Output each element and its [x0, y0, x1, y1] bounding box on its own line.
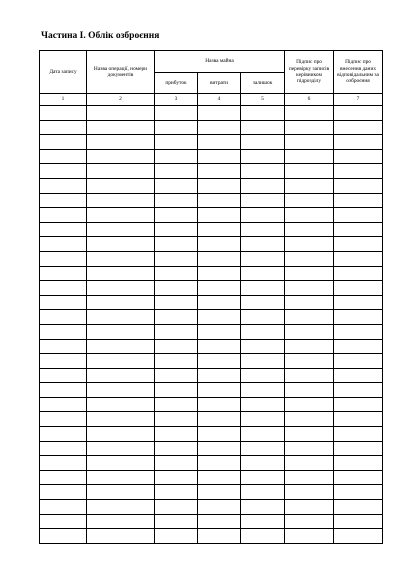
- table-cell: [241, 397, 285, 412]
- table-cell: [155, 485, 198, 500]
- table-cell: [285, 193, 334, 208]
- table-cell: [40, 310, 87, 325]
- table-row: [40, 456, 383, 471]
- table-cell: [285, 529, 334, 544]
- table-cell: [285, 397, 334, 412]
- table-cell: [334, 412, 383, 427]
- table-cell: [334, 295, 383, 310]
- table-cell: [87, 266, 155, 281]
- table-cell: [198, 251, 241, 266]
- table-cell: [87, 456, 155, 471]
- table-cell: [87, 339, 155, 354]
- table-cell: [198, 149, 241, 164]
- table-cell: [285, 485, 334, 500]
- table-cell: [334, 368, 383, 383]
- table-cell: [87, 135, 155, 150]
- table-cell: [241, 295, 285, 310]
- table-row: [40, 485, 383, 500]
- table-cell: [40, 412, 87, 427]
- table-cell: [285, 281, 334, 296]
- table-cell: [40, 164, 87, 179]
- table-cell: [40, 193, 87, 208]
- table-cell: [198, 427, 241, 442]
- table-cell: [40, 397, 87, 412]
- table-cell: [87, 441, 155, 456]
- table-cell: [334, 149, 383, 164]
- table-cell: [87, 164, 155, 179]
- table-cell: [87, 412, 155, 427]
- table-cell: [334, 106, 383, 121]
- table-cell: [241, 383, 285, 398]
- column-number: 3: [155, 94, 198, 106]
- table-cell: [334, 222, 383, 237]
- table-cell: [155, 470, 198, 485]
- table-cell: [87, 208, 155, 223]
- table-cell: [87, 193, 155, 208]
- table-cell: [40, 266, 87, 281]
- table-cell: [87, 529, 155, 544]
- table-row: [40, 178, 383, 193]
- ledger-body: [40, 106, 383, 544]
- table-cell: [241, 208, 285, 223]
- table-cell: [285, 339, 334, 354]
- table-cell: [155, 193, 198, 208]
- column-number: 4: [198, 94, 241, 106]
- table-cell: [241, 529, 285, 544]
- table-cell: [198, 295, 241, 310]
- table-cell: [198, 106, 241, 121]
- table-cell: [155, 310, 198, 325]
- table-cell: [40, 281, 87, 296]
- table-cell: [334, 251, 383, 266]
- table-cell: [285, 427, 334, 442]
- table-cell: [285, 368, 334, 383]
- table-cell: [334, 164, 383, 179]
- table-cell: [155, 266, 198, 281]
- table-cell: [285, 470, 334, 485]
- table-cell: [40, 120, 87, 135]
- table-row: [40, 412, 383, 427]
- table-cell: [285, 310, 334, 325]
- table-cell: [155, 251, 198, 266]
- table-cell: [87, 397, 155, 412]
- table-cell: [155, 149, 198, 164]
- table-cell: [155, 529, 198, 544]
- table-cell: [241, 485, 285, 500]
- table-cell: [155, 514, 198, 529]
- table-cell: [155, 120, 198, 135]
- table-cell: [334, 470, 383, 485]
- table-cell: [40, 135, 87, 150]
- table-cell: [334, 310, 383, 325]
- table-cell: [334, 120, 383, 135]
- table-cell: [241, 456, 285, 471]
- table-row: [40, 120, 383, 135]
- table-cell: [155, 383, 198, 398]
- table-cell: [198, 383, 241, 398]
- table-row: [40, 354, 383, 369]
- table-cell: [334, 324, 383, 339]
- table-cell: [241, 412, 285, 427]
- table-cell: [241, 368, 285, 383]
- column-number: 7: [334, 94, 383, 106]
- table-cell: [198, 368, 241, 383]
- table-cell: [40, 368, 87, 383]
- table-cell: [198, 208, 241, 223]
- table-row: [40, 135, 383, 150]
- table-cell: [198, 456, 241, 471]
- header-property: Назва майна: [155, 51, 285, 73]
- table-cell: [40, 427, 87, 442]
- table-row: [40, 514, 383, 529]
- table-cell: [334, 514, 383, 529]
- table-cell: [155, 178, 198, 193]
- table-cell: [198, 354, 241, 369]
- table-cell: [87, 295, 155, 310]
- table-cell: [285, 456, 334, 471]
- table-cell: [285, 441, 334, 456]
- table-cell: [241, 193, 285, 208]
- table-cell: [40, 354, 87, 369]
- table-cell: [334, 529, 383, 544]
- table-cell: [285, 135, 334, 150]
- table-cell: [198, 135, 241, 150]
- table-cell: [87, 237, 155, 252]
- table-cell: [87, 149, 155, 164]
- header-source: Назва операції, номери документів: [87, 51, 155, 94]
- table-cell: [241, 500, 285, 515]
- table-cell: [241, 120, 285, 135]
- table-cell: [198, 222, 241, 237]
- table-cell: [241, 135, 285, 150]
- table-cell: [334, 135, 383, 150]
- table-cell: [155, 456, 198, 471]
- table-cell: [198, 397, 241, 412]
- table-cell: [334, 427, 383, 442]
- table-cell: [87, 106, 155, 121]
- table-cell: [241, 354, 285, 369]
- table-cell: [198, 529, 241, 544]
- table-cell: [155, 427, 198, 442]
- table-cell: [155, 441, 198, 456]
- table-cell: [155, 412, 198, 427]
- table-cell: [40, 106, 87, 121]
- table-cell: [155, 397, 198, 412]
- header-check-signature: Підпис про перевірку записів керівником підрозділу: [285, 51, 334, 94]
- table-cell: [334, 266, 383, 281]
- table-cell: [155, 368, 198, 383]
- table-cell: [40, 295, 87, 310]
- table-cell: [285, 237, 334, 252]
- table-cell: [87, 178, 155, 193]
- table-cell: [334, 500, 383, 515]
- table-row: [40, 397, 383, 412]
- table-cell: [241, 441, 285, 456]
- table-cell: [87, 427, 155, 442]
- table-cell: [40, 324, 87, 339]
- table-cell: [87, 470, 155, 485]
- table-cell: [87, 251, 155, 266]
- table-row: [40, 295, 383, 310]
- table-cell: [241, 470, 285, 485]
- column-number-row: [40, 94, 383, 106]
- table-cell: [334, 237, 383, 252]
- table-cell: [40, 383, 87, 398]
- table-cell: [241, 514, 285, 529]
- table-row: [40, 222, 383, 237]
- table-cell: [155, 324, 198, 339]
- table-row: [40, 251, 383, 266]
- table-cell: [40, 178, 87, 193]
- table-cell: [241, 164, 285, 179]
- table-cell: [155, 237, 198, 252]
- table-cell: [87, 368, 155, 383]
- page-title: Частина I. Облік озброєння: [41, 31, 160, 41]
- table-cell: [155, 281, 198, 296]
- table-row: [40, 500, 383, 515]
- table-cell: [155, 354, 198, 369]
- table-cell: [334, 397, 383, 412]
- table-cell: [285, 149, 334, 164]
- table-cell: [87, 222, 155, 237]
- table-cell: [155, 339, 198, 354]
- table-row: [40, 310, 383, 325]
- table-cell: [285, 120, 334, 135]
- table-row: [40, 441, 383, 456]
- table-cell: [198, 412, 241, 427]
- table-cell: [241, 237, 285, 252]
- table-cell: [241, 251, 285, 266]
- table-cell: [285, 266, 334, 281]
- header-loss: витрати: [198, 73, 241, 94]
- table-cell: [285, 208, 334, 223]
- table-cell: [334, 178, 383, 193]
- table-cell: [155, 222, 198, 237]
- table-cell: [198, 164, 241, 179]
- table-row: [40, 149, 383, 164]
- table-row: [40, 368, 383, 383]
- column-number: 1: [40, 94, 87, 106]
- table-cell: [40, 251, 87, 266]
- table-cell: [334, 281, 383, 296]
- table-cell: [285, 106, 334, 121]
- table-cell: [87, 324, 155, 339]
- table-cell: [155, 500, 198, 515]
- table-cell: [334, 354, 383, 369]
- table-cell: [285, 354, 334, 369]
- table-cell: [241, 339, 285, 354]
- table-cell: [241, 106, 285, 121]
- table-row: [40, 237, 383, 252]
- header-date: Дата запису: [40, 51, 87, 94]
- table-row: [40, 193, 383, 208]
- table-cell: [334, 441, 383, 456]
- table-cell: [40, 237, 87, 252]
- table-cell: [40, 339, 87, 354]
- table-cell: [285, 412, 334, 427]
- table-row: [40, 383, 383, 398]
- table-cell: [40, 149, 87, 164]
- header-remainder: залишок: [241, 73, 285, 94]
- table-cell: [285, 295, 334, 310]
- table-cell: [87, 500, 155, 515]
- table-cell: [40, 456, 87, 471]
- table-cell: [285, 164, 334, 179]
- table-cell: [198, 193, 241, 208]
- table-cell: [198, 237, 241, 252]
- table-cell: [198, 514, 241, 529]
- table-cell: [241, 266, 285, 281]
- table-cell: [285, 178, 334, 193]
- table-cell: [40, 441, 87, 456]
- table-cell: [198, 324, 241, 339]
- table-cell: [155, 164, 198, 179]
- table-cell: [40, 500, 87, 515]
- table-cell: [241, 324, 285, 339]
- table-row: [40, 281, 383, 296]
- table-row: [40, 470, 383, 485]
- table-cell: [87, 310, 155, 325]
- table-cell: [198, 310, 241, 325]
- table-cell: [198, 470, 241, 485]
- table-cell: [87, 120, 155, 135]
- table-cell: [87, 485, 155, 500]
- table-cell: [334, 193, 383, 208]
- table-cell: [285, 500, 334, 515]
- table-cell: [87, 281, 155, 296]
- table-cell: [87, 354, 155, 369]
- header-arrival: прибуток: [155, 73, 198, 94]
- table-cell: [334, 485, 383, 500]
- table-cell: [334, 456, 383, 471]
- table-cell: [155, 106, 198, 121]
- table-cell: [155, 208, 198, 223]
- table-cell: [198, 500, 241, 515]
- table-cell: [241, 222, 285, 237]
- table-cell: [87, 514, 155, 529]
- table-cell: [198, 178, 241, 193]
- table-cell: [40, 222, 87, 237]
- table-cell: [198, 281, 241, 296]
- table-cell: [334, 383, 383, 398]
- table-cell: [334, 208, 383, 223]
- table-cell: [198, 266, 241, 281]
- table-cell: [334, 339, 383, 354]
- table-cell: [87, 383, 155, 398]
- table-cell: [241, 281, 285, 296]
- table-cell: [155, 295, 198, 310]
- table-cell: [40, 208, 87, 223]
- column-number: 6: [285, 94, 334, 106]
- table-cell: [285, 383, 334, 398]
- header-entry-signature: Підпис про внесення даних відповідальним за озброєння: [334, 51, 383, 94]
- table-cell: [198, 339, 241, 354]
- table-cell: [241, 149, 285, 164]
- table-cell: [241, 178, 285, 193]
- table-cell: [285, 324, 334, 339]
- table-row: [40, 339, 383, 354]
- table-cell: [285, 222, 334, 237]
- table-cell: [40, 470, 87, 485]
- armament-ledger-table: [39, 50, 383, 544]
- column-number: 5: [241, 94, 285, 106]
- table-cell: [241, 310, 285, 325]
- table-cell: [155, 135, 198, 150]
- table-cell: [285, 251, 334, 266]
- table-cell: [40, 514, 87, 529]
- table-row: [40, 208, 383, 223]
- table-cell: [198, 441, 241, 456]
- table-cell: [40, 529, 87, 544]
- table-row: [40, 427, 383, 442]
- table-row: [40, 324, 383, 339]
- table-row: [40, 106, 383, 121]
- table-cell: [198, 485, 241, 500]
- table-cell: [198, 120, 241, 135]
- table-cell: [40, 485, 87, 500]
- table-row: [40, 529, 383, 544]
- table-row: [40, 266, 383, 281]
- table-cell: [285, 514, 334, 529]
- table-row: [40, 164, 383, 179]
- table-cell: [241, 427, 285, 442]
- column-number: 2: [87, 94, 155, 106]
